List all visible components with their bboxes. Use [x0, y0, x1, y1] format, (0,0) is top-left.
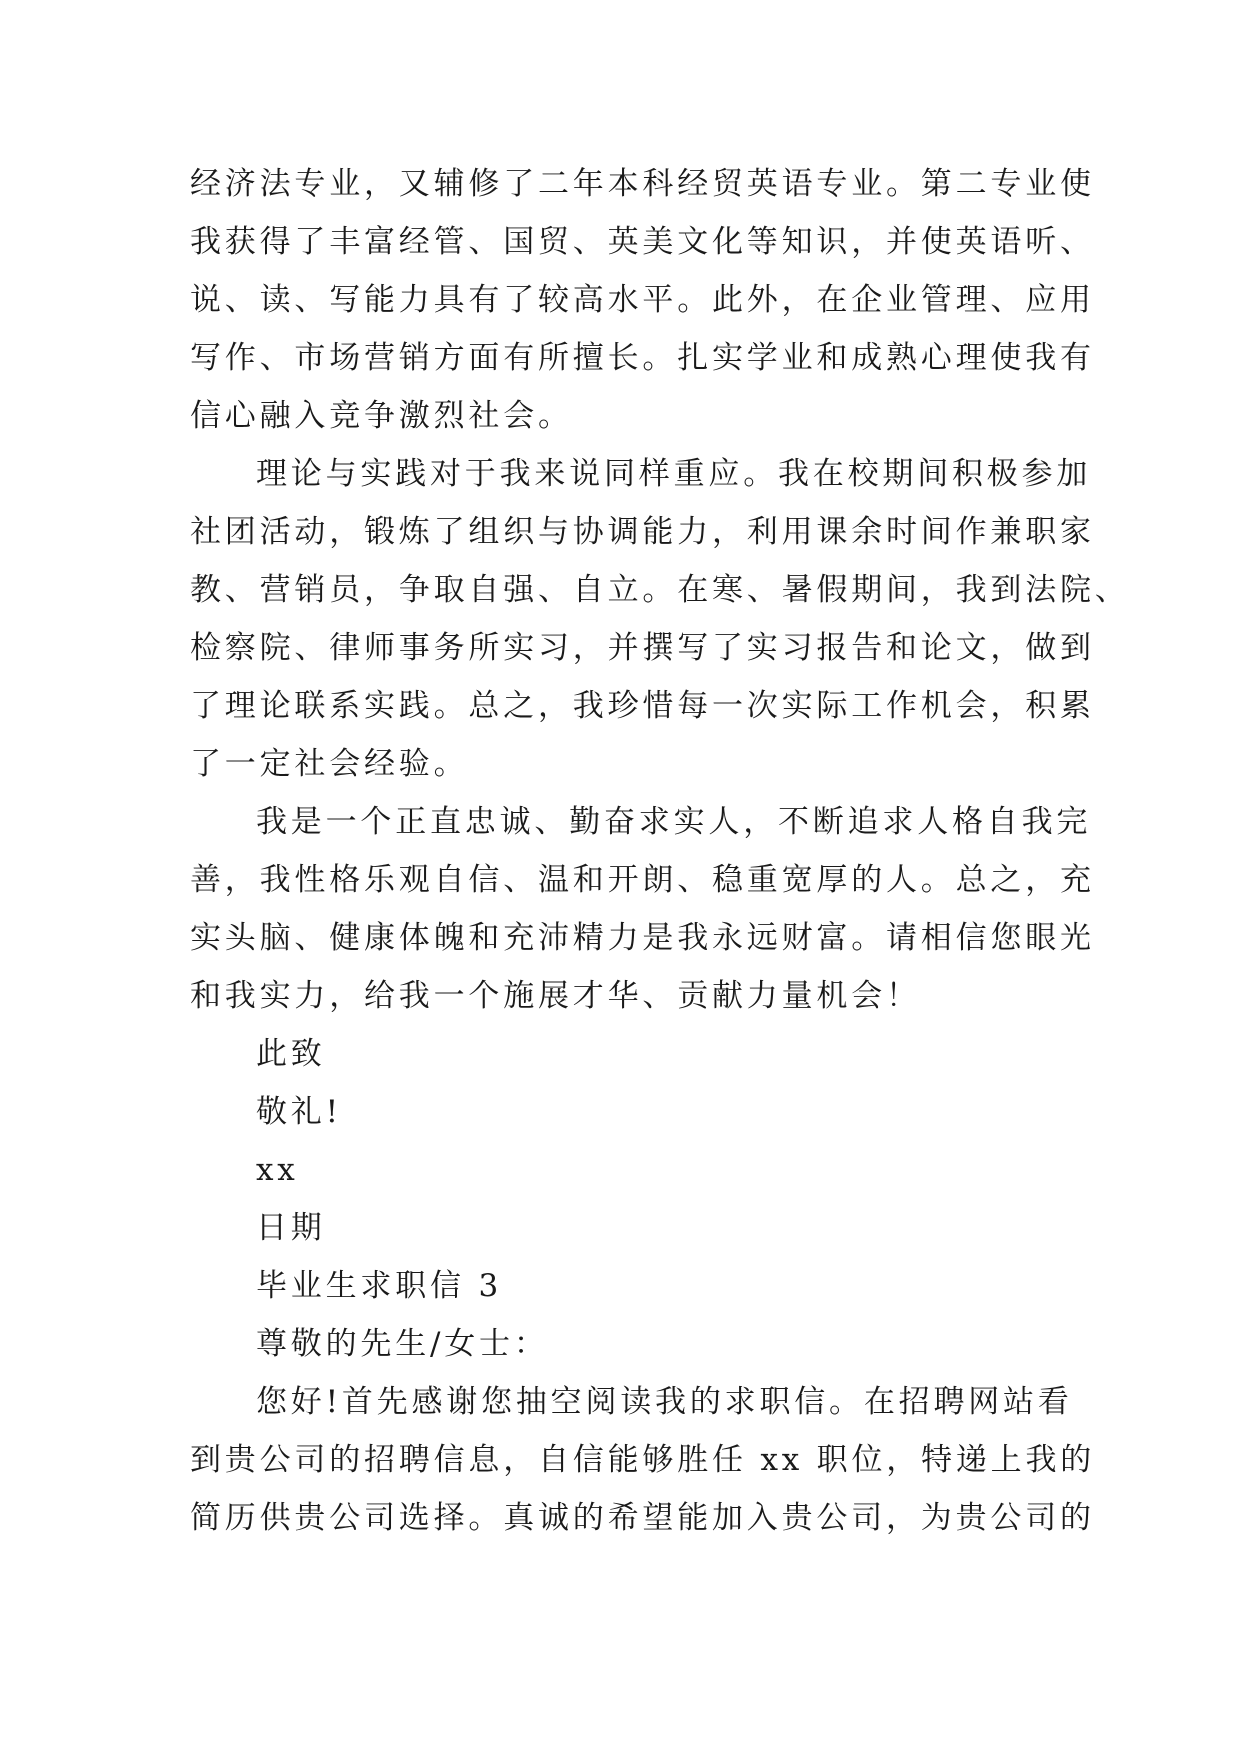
paragraph-line: 我获得了丰富经管、国贸、英美文化等知识，并使英语听、	[190, 224, 1095, 260]
paragraph-line: 简历供贵公司选择。真诚的希望能加入贵公司，为贵公司的	[190, 1500, 1095, 1536]
paragraph-line: 检察院、律师事务所实习，并撰写了实习报告和论文，做到	[190, 630, 1095, 666]
paragraph-line: 了理论联系实践。总之，我珍惜每一次实际工作机会，积累	[190, 688, 1095, 724]
paragraph-first-line: 理论与实践对于我来说同样重应。我在校期间积极参加	[256, 456, 1092, 492]
paragraph-line: 了一定社会经验。	[190, 746, 469, 782]
paragraph-line: 实头脑、健康体魄和充沛精力是我永远财富。请相信您眼光	[190, 920, 1095, 956]
signature-name: xx	[256, 1152, 299, 1188]
section-title: 毕业生求职信 3	[256, 1268, 502, 1304]
paragraph-line: 到贵公司的招聘信息，自信能够胜任 xx 职位，特递上我的	[190, 1442, 1096, 1478]
paragraph-line: 善，我性格乐观自信、温和开朗、稳重宽厚的人。总之，充	[190, 862, 1095, 898]
paragraph-line: 经济法专业，又辅修了二年本科经贸英语专业。第二专业使	[190, 166, 1095, 202]
signature-date: 日期	[256, 1210, 326, 1246]
paragraph-first-line: 我是一个正直忠诚、勤奋求实人，不断追求人格自我完	[256, 804, 1092, 840]
salutation: 尊敬的先生/女士：	[256, 1326, 549, 1362]
paragraph-line: 写作、市场营销方面有所擅长。扎实学业和成熟心理使我有	[190, 340, 1095, 376]
closing-salute: 敬礼!	[256, 1094, 342, 1130]
paragraph-first-line: 您好!首先感谢您抽空阅读我的求职信。在招聘网站看	[256, 1384, 1073, 1420]
paragraph-line: 信心融入竞争激烈社会。	[190, 398, 573, 434]
paragraph-line: 和我实力，给我一个施展才华、贡献力量机会！	[190, 978, 921, 1014]
closing-line: 此致	[256, 1036, 326, 1072]
paragraph-line: 教、营销员，争取自强、自立。在寒、暑假期间，我到法院、	[190, 572, 1130, 608]
paragraph-line: 说、读、写能力具有了较高水平。此外，在企业管理、应用	[190, 282, 1095, 318]
paragraph-line: 社团活动，锻炼了组织与协调能力，利用课余时间作兼职家	[190, 514, 1095, 550]
